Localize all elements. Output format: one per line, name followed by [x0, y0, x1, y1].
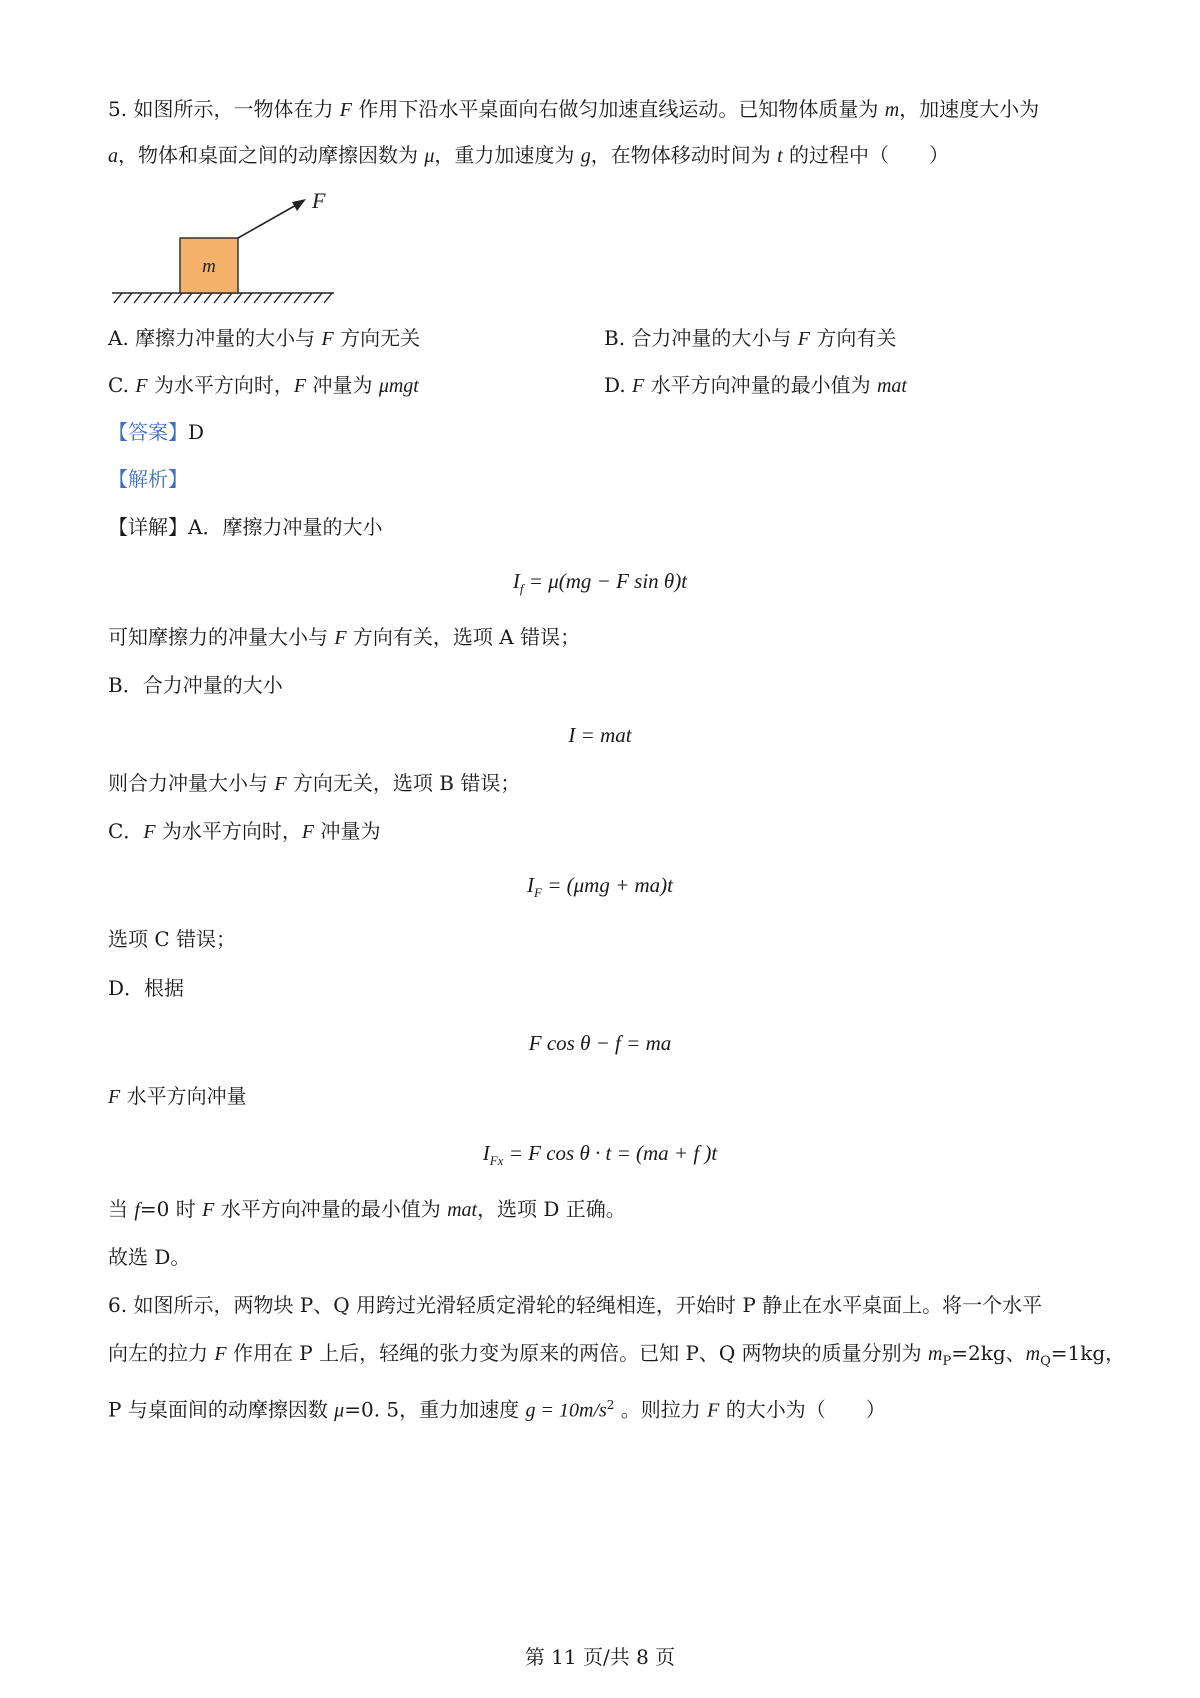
q5-line-1: 5. 如图所示，一物体在力 F 作用下沿水平桌面向右做匀加速直线运动。已知物体质量为 m，加速度大小为	[108, 97, 1040, 121]
detail-d-line: D．根据	[108, 976, 185, 1000]
option-c[interactable]: C. F 为水平方向时，F 冲量为 μmgt	[108, 373, 419, 397]
a-conclusion: 可知摩擦力的冲量大小与 F 方向有关，选项 A 错误；	[108, 625, 581, 649]
option-b[interactable]: B. 合力冲量的大小与 F 方向有关	[604, 326, 897, 350]
b-conclusion: 则合力冲量大小与 F 方向无关，选项 B 错误；	[108, 771, 521, 795]
equation-4: F cos θ − f = ma	[528, 1031, 672, 1055]
answer-line	[108, 419, 204, 445]
equation-5: $I_{Fx} = F$ cos θ · t = (ma + f )t	[482, 1141, 718, 1169]
q6-line-3: P 与桌面间的动摩擦因数 μ=0. 5，重力加速度 $g = 10m/s^2$ 。则拉力 F 的大小为（ ）	[108, 1397, 886, 1422]
force-label: F	[312, 188, 326, 213]
c-conclusion: 选项 C 错误；	[108, 927, 237, 951]
option-a[interactable]: A. 摩擦力冲量的大小与 F 方向无关	[108, 326, 421, 350]
block-label: m	[202, 256, 216, 277]
q6-line-1: 6. 如图所示，两物块 P、Q 用跨过光滑轻质定滑轮的轻绳相连，开始时 P 静止在水平桌面上。将一个水平	[108, 1293, 1043, 1317]
force-arrow	[238, 204, 298, 238]
choose-line: 故选 D。	[108, 1245, 191, 1269]
analysis-tag: 【解析】	[108, 467, 188, 491]
equation-3: $I_F = (\mu mg + ma)t$	[527, 873, 673, 901]
answer-tag: 【答案】	[108, 420, 188, 444]
detail-a-line: 【详解】A．摩擦力冲量的大小	[108, 515, 383, 539]
d-conclusion: 当 f=0 时 F 水平方向冲量的最小值为 mat，选项 D 正确。	[108, 1197, 626, 1221]
equation-2: I = mat	[568, 723, 632, 747]
d-horizontal-line: F 水平方向冲量	[108, 1084, 247, 1108]
detail-c-line: C．F 为水平方向时，F 冲量为	[108, 819, 381, 843]
q6-line-2: 向左的拉力 F 作用在 P 上后，轻绳的张力变为原来的两倍。已知 P、Q 两物块的质量分别为 $m_P=2kg$、$m_Q=1kg$，	[108, 1341, 1126, 1369]
force-arrowhead	[292, 199, 306, 211]
page-number: 第 11 页/共 8 页	[524, 1645, 676, 1669]
equation-1: $I_f = \mu(mg - F$ sin θ)t	[512, 569, 688, 597]
ground-hatch	[112, 293, 334, 303]
answer-value: D	[188, 420, 205, 444]
q5-line-2: a，物体和桌面之间的动摩擦因数为 μ，重力加速度为 g，在物体移动时间为 t 的过程中（ ）	[108, 143, 950, 167]
q5-figure	[108, 186, 348, 306]
option-d[interactable]: D. F 水平方向冲量的最小值为 mat	[604, 373, 907, 397]
detail-b-line: B．合力冲量的大小	[108, 673, 283, 697]
